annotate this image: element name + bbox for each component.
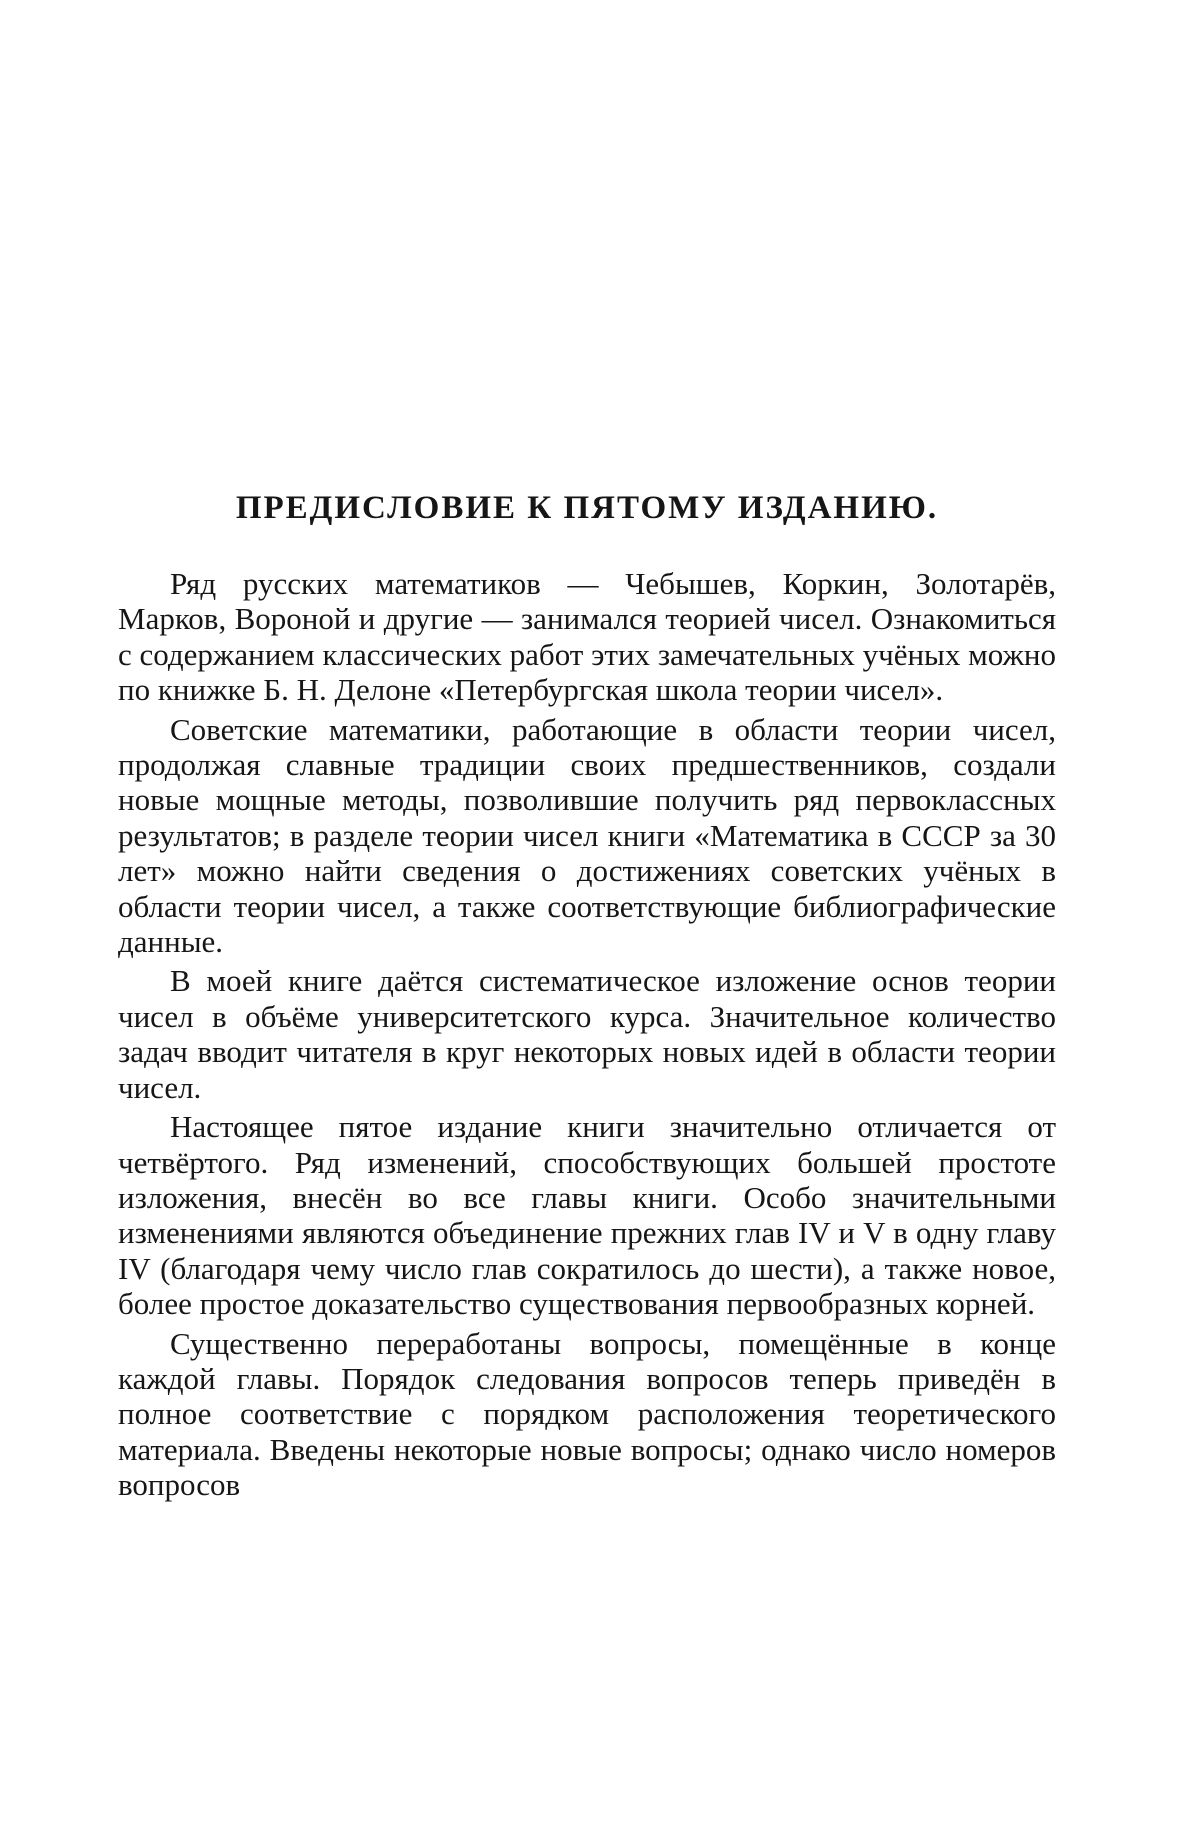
paragraph-1: Ряд русских математиков — Чебышев, Коркин, Золотарёв, Марков, Вороной и другие — занимался теорией чисел. Ознакомиться с содержанием классических работ этих замечательных учёных можно по книжке Б. Н. Делоне «Петербургская школа теории чисел». [118, 566, 1056, 708]
body-text [118, 566, 1056, 1503]
paragraph-3: В моей книге даётся систематическое изложение основ теории чисел в объёме университетского курса. Значительное количество задач вводит читателя в круг некоторых новых идей в области теории чисел. [118, 963, 1056, 1105]
page-title: ПРЕДИСЛОВИЕ К ПЯТОМУ ИЗДАНИЮ. [118, 488, 1056, 528]
paragraph-2: Советские математики, работающие в области теории чисел, продолжая славные традиции своих предшественников, создали новые мощные методы, позволившие получить ряд первоклассных результатов; в разделе теории чисел книги «Математика в СССР за 30 лет» можно найти сведения о достижениях советских учёных в области теории чисел, а также соответствующие библиографические данные. [118, 712, 1056, 960]
document-page [118, 488, 1056, 1507]
paragraph-5: Существенно переработаны вопросы, помещённые в конце каждой главы. Порядок следования вопросов теперь приведён в полное соответствие с порядком расположения теоретического материала. Введены некоторые новые вопросы; однако число номеров вопросов [118, 1326, 1056, 1503]
paragraph-4: Настоящее пятое издание книги значительно отличается от четвёртого. Ряд изменений, способствующих большей простоте изложения, внесён во все главы книги. Особо значительными изменениями являются объединение прежних глав IV и V в одну главу IV (благодаря чему число глав сократилось до шести), а также новое, более простое доказательство существования первообразных корней. [118, 1109, 1056, 1321]
